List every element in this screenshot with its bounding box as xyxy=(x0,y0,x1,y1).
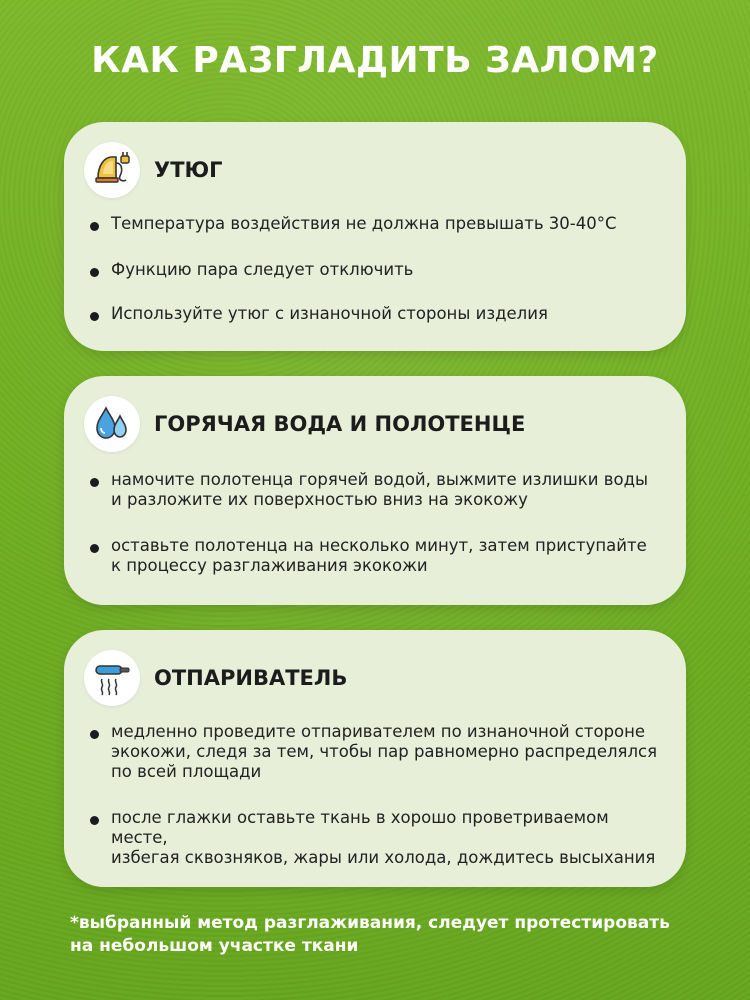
page-title: КАК РАЗГЛАДИТЬ ЗАЛОМ? xyxy=(91,40,659,81)
steamer-icon xyxy=(84,650,140,706)
list-item: Функцию пара следует отключить xyxy=(90,260,668,280)
water-drops-icon xyxy=(84,396,140,452)
list-item: оставьте полотенца на несколько минут, затем приступайте к процессу разглаживания экокожи xyxy=(90,536,668,576)
bullet-dot xyxy=(90,312,99,321)
list-item: медленно проведите отпаривателем по изнаночной стороне экокожи, следя за тем, чтобы пар равномерно распределялся по всей площади xyxy=(90,722,668,782)
card-header xyxy=(84,396,525,452)
card-title: ГОРЯЧАЯ ВОДА И ПОЛОТЕНЦЕ xyxy=(154,412,526,436)
iron-method-card xyxy=(64,122,686,351)
bullet-dot xyxy=(90,268,99,277)
hot-water-method-card xyxy=(64,376,686,605)
iron-icon xyxy=(84,142,140,198)
card-title: ОТПАРИВАТЕЛЬ xyxy=(154,666,348,690)
card-header xyxy=(84,142,223,198)
bullet-dot xyxy=(90,544,99,553)
card-header xyxy=(84,650,347,706)
bullet-dot xyxy=(90,816,99,825)
bullet-dot xyxy=(90,730,99,739)
footnote: *выбранный метод разглаживания, следует протестировать на небольшом участке ткани xyxy=(70,913,670,956)
list-item: намочите полотенца горячей водой, выжмите излишки воды и разложите их поверхностью вниз на экокожу xyxy=(90,470,668,510)
list-item: Используйте утюг с изнаночной стороны изделия xyxy=(90,304,668,324)
steamer-method-card xyxy=(64,630,686,887)
list-item: после глажки оставьте ткань в хорошо проветриваемом месте, избегая сквозняков, жары или холода, дождитесь высыхания xyxy=(90,808,668,868)
list-item: Температура воздействия не должна превышать 30-40°С xyxy=(90,214,668,234)
card-title: УТЮГ xyxy=(154,158,223,182)
bullet-dot xyxy=(90,222,99,231)
bullet-dot xyxy=(90,478,99,487)
